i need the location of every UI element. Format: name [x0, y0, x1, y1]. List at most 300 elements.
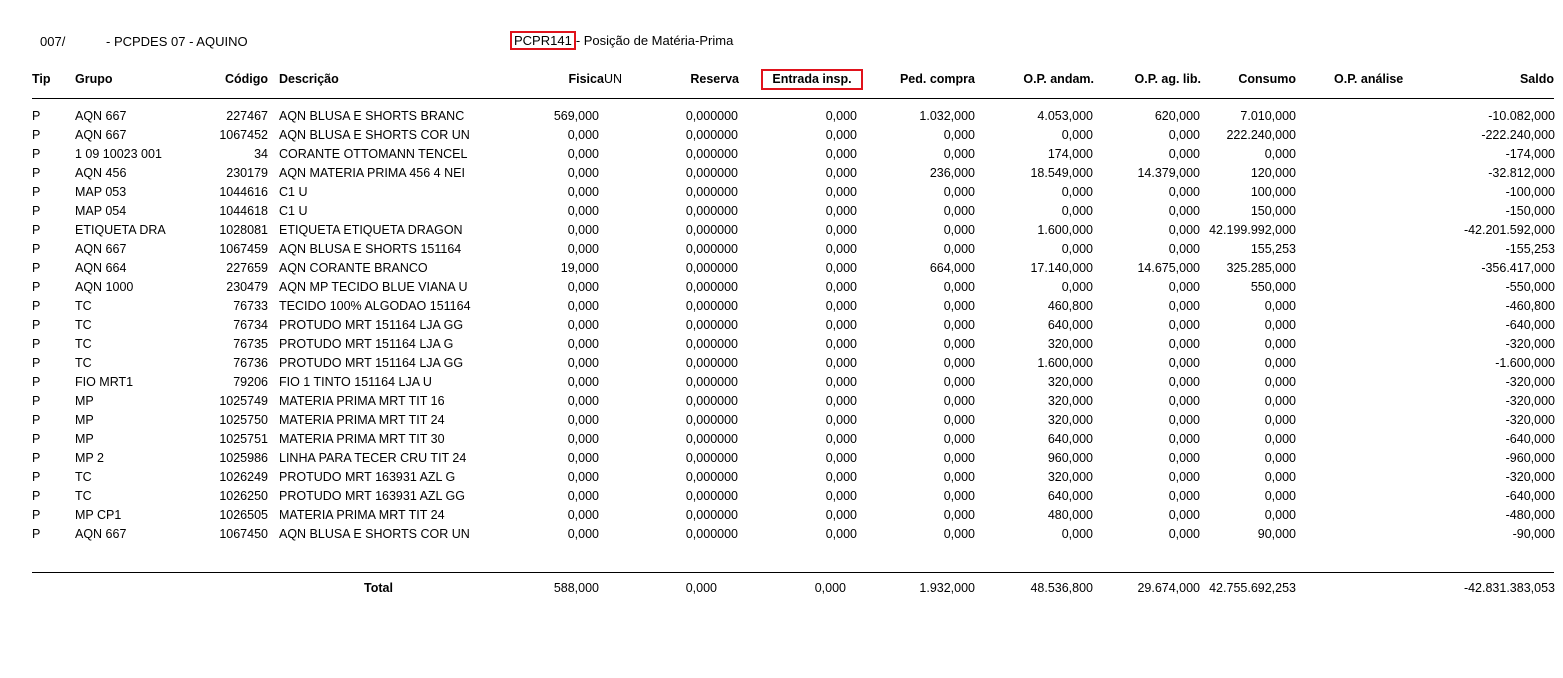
table-row	[0, 449, 1563, 468]
cell-grupo: MP	[75, 432, 94, 446]
table-row	[0, 506, 1563, 525]
cell-reserva: 0,000000	[685, 185, 738, 199]
cell-op-ag-lib: 0,000	[1168, 299, 1200, 313]
cell-saldo: -32.812,000	[1488, 166, 1555, 180]
cell-codigo: 227467	[226, 109, 268, 123]
cell-codigo: 1025751	[219, 432, 268, 446]
cell-entrada: 0,000	[825, 185, 857, 199]
cell-op-andam: 460,800	[1047, 299, 1093, 313]
cell-saldo: -150,000	[1505, 204, 1555, 218]
cell-codigo: 76735	[233, 337, 268, 351]
cell-fisica: 0,000	[567, 204, 599, 218]
cell-entrada: 0,000	[825, 451, 857, 465]
cell-op-andam: 320,000	[1047, 394, 1093, 408]
cell-ped-compra: 0,000	[943, 204, 975, 218]
cell-fisica: 0,000	[567, 337, 599, 351]
cell-saldo: -320,000	[1505, 413, 1555, 427]
company-code: 007/	[40, 34, 66, 49]
cell-consumo: 325.285,000	[1226, 261, 1296, 275]
cell-saldo: -10.082,000	[1488, 109, 1555, 123]
cell-reserva: 0,000000	[685, 470, 738, 484]
cell-consumo: 0,000	[1264, 489, 1296, 503]
cell-codigo: 1025750	[219, 413, 268, 427]
cell-ped-compra: 236,000	[929, 166, 975, 180]
cell-codigo: 34	[254, 147, 268, 161]
cell-reserva: 0,000000	[685, 242, 738, 256]
cell-tip: P	[32, 508, 41, 522]
cell-op-andam: 1.600,000	[1037, 356, 1093, 370]
cell-descricao: MATERIA PRIMA MRT TIT 24	[279, 413, 445, 427]
cell-reserva: 0,000000	[685, 413, 738, 427]
cell-saldo: -1.600,000	[1495, 356, 1555, 370]
cell-ped-compra: 0,000	[943, 318, 975, 332]
cell-codigo: 76736	[233, 356, 268, 370]
report-title: - Posição de Matéria-Prima	[575, 33, 734, 48]
cell-codigo: 1026250	[219, 489, 268, 503]
cell-descricao: AQN BLUSA E SHORTS COR UN	[279, 527, 470, 541]
table-row	[0, 297, 1563, 316]
cell-descricao: FIO 1 TINTO 151164 LJA U	[279, 375, 432, 389]
cell-fisica: 0,000	[567, 394, 599, 408]
cell-tip: P	[32, 432, 41, 446]
cell-saldo: -550,000	[1505, 280, 1555, 294]
cell-grupo: MAP 053	[75, 185, 127, 199]
cell-grupo: AQN 664	[75, 261, 127, 275]
cell-tip: P	[32, 185, 41, 199]
cell-ped-compra: 0,000	[943, 185, 975, 199]
cell-descricao: PROTUDO MRT 163931 AZL G	[279, 470, 456, 484]
cell-entrada: 0,000	[825, 375, 857, 389]
cell-codigo: 230479	[226, 280, 268, 294]
cell-op-andam: 0,000	[1061, 204, 1093, 218]
cell-tip: P	[32, 413, 41, 427]
cell-consumo: 0,000	[1264, 147, 1296, 161]
total-op-andam: 48.536,800	[1030, 581, 1093, 595]
cell-codigo: 227659	[226, 261, 268, 275]
cell-consumo: 0,000	[1264, 394, 1296, 408]
cell-tip: P	[32, 128, 41, 142]
cell-tip: P	[32, 527, 41, 541]
cell-grupo: MP 2	[75, 451, 104, 465]
table-row	[0, 221, 1563, 240]
cell-op-andam: 0,000	[1061, 128, 1093, 142]
cell-saldo: -155,253	[1505, 242, 1555, 256]
cell-saldo: -460,800	[1505, 299, 1555, 313]
cell-fisica: 0,000	[567, 508, 599, 522]
cell-consumo: 120,000	[1250, 166, 1296, 180]
cell-op-andam: 320,000	[1047, 337, 1093, 351]
cell-entrada: 0,000	[825, 204, 857, 218]
cell-op-andam: 320,000	[1047, 413, 1093, 427]
cell-tip: P	[32, 261, 41, 275]
cell-reserva: 0,000000	[685, 394, 738, 408]
cell-entrada: 0,000	[825, 489, 857, 503]
cell-grupo: 1 09 10023 001	[75, 147, 162, 161]
cell-tip: P	[32, 470, 41, 484]
cell-op-ag-lib: 0,000	[1168, 413, 1200, 427]
cell-fisica: 0,000	[567, 489, 599, 503]
cell-ped-compra: 0,000	[943, 299, 975, 313]
cell-tip: P	[32, 451, 41, 465]
cell-entrada: 0,000	[825, 261, 857, 275]
cell-descricao: AQN BLUSA E SHORTS COR UN	[279, 128, 470, 142]
cell-descricao: C1 U	[279, 204, 308, 218]
cell-saldo: -174,000	[1505, 147, 1555, 161]
cell-grupo: TC	[75, 299, 92, 313]
cell-grupo: TC	[75, 470, 92, 484]
cell-op-andam: 320,000	[1047, 375, 1093, 389]
cell-consumo: 222.240,000	[1226, 128, 1296, 142]
cell-op-ag-lib: 0,000	[1168, 527, 1200, 541]
cell-ped-compra: 0,000	[943, 223, 975, 237]
table-row	[0, 392, 1563, 411]
cell-op-ag-lib: 0,000	[1168, 318, 1200, 332]
cell-op-ag-lib: 0,000	[1168, 223, 1200, 237]
table-row	[0, 487, 1563, 506]
cell-op-andam: 640,000	[1047, 432, 1093, 446]
table-row	[0, 468, 1563, 487]
cell-ped-compra: 0,000	[943, 242, 975, 256]
col-ped-compra: Ped. compra	[899, 72, 975, 86]
branch-name: - PCPDES 07 - AQUINO	[106, 34, 248, 49]
cell-tip: P	[32, 280, 41, 294]
table-row	[0, 202, 1563, 221]
cell-descricao: MATERIA PRIMA MRT TIT 24	[279, 508, 445, 522]
cell-tip: P	[32, 318, 41, 332]
cell-op-ag-lib: 14.379,000	[1137, 166, 1200, 180]
cell-fisica: 0,000	[567, 375, 599, 389]
cell-consumo: 0,000	[1264, 299, 1296, 313]
cell-entrada: 0,000	[825, 413, 857, 427]
cell-grupo: TC	[75, 356, 92, 370]
table-row	[0, 354, 1563, 373]
cell-ped-compra: 0,000	[943, 375, 975, 389]
total-fisica: 588,000	[553, 581, 599, 595]
table-row	[0, 240, 1563, 259]
cell-descricao: CORANTE OTTOMANN TENCEL	[279, 147, 468, 161]
cell-descricao: ETIQUETA ETIQUETA DRAGON	[279, 223, 463, 237]
cell-op-andam: 18.549,000	[1030, 166, 1093, 180]
cell-descricao: AQN BLUSA E SHORTS 151164	[279, 242, 462, 256]
cell-entrada: 0,000	[825, 527, 857, 541]
cell-saldo: -480,000	[1505, 508, 1555, 522]
cell-fisica: 0,000	[567, 223, 599, 237]
cell-op-andam: 640,000	[1047, 318, 1093, 332]
cell-fisica: 0,000	[567, 356, 599, 370]
cell-op-andam: 1.600,000	[1037, 223, 1093, 237]
cell-reserva: 0,000000	[685, 128, 738, 142]
cell-grupo: TC	[75, 489, 92, 503]
cell-fisica: 0,000	[567, 147, 599, 161]
cell-consumo: 0,000	[1264, 375, 1296, 389]
cell-op-ag-lib: 0,000	[1168, 204, 1200, 218]
cell-ped-compra: 0,000	[943, 470, 975, 484]
cell-op-ag-lib: 0,000	[1168, 280, 1200, 294]
cell-reserva: 0,000000	[685, 375, 738, 389]
cell-entrada: 0,000	[825, 147, 857, 161]
cell-tip: P	[32, 204, 41, 218]
cell-saldo: -320,000	[1505, 394, 1555, 408]
table-row	[0, 430, 1563, 449]
cell-codigo: 1026505	[219, 508, 268, 522]
table-row	[0, 278, 1563, 297]
table-row	[0, 335, 1563, 354]
cell-codigo: 76734	[233, 318, 268, 332]
cell-grupo: TC	[75, 318, 92, 332]
cell-op-ag-lib: 0,000	[1168, 147, 1200, 161]
col-entrada-insp: Entrada insp.	[761, 69, 863, 90]
cell-op-ag-lib: 0,000	[1168, 508, 1200, 522]
cell-fisica: 0,000	[567, 128, 599, 142]
total-op-ag-lib: 29.674,000	[1137, 581, 1200, 595]
cell-consumo: 0,000	[1264, 356, 1296, 370]
cell-grupo: TC	[75, 337, 92, 351]
cell-op-ag-lib: 0,000	[1168, 356, 1200, 370]
cell-descricao: PROTUDO MRT 163931 AZL GG	[279, 489, 465, 503]
cell-ped-compra: 0,000	[943, 280, 975, 294]
cell-consumo: 42.199.992,000	[1209, 223, 1296, 237]
cell-codigo: 1067450	[219, 527, 268, 541]
cell-grupo: MP	[75, 413, 94, 427]
table-row	[0, 525, 1563, 544]
cell-reserva: 0,000000	[685, 299, 738, 313]
cell-entrada: 0,000	[825, 223, 857, 237]
cell-entrada: 0,000	[825, 109, 857, 123]
cell-consumo: 0,000	[1264, 337, 1296, 351]
total-divider	[32, 572, 1554, 573]
cell-op-ag-lib: 14.675,000	[1137, 261, 1200, 275]
cell-fisica: 0,000	[567, 451, 599, 465]
cell-grupo: AQN 1000	[75, 280, 134, 294]
cell-descricao: AQN MATERIA PRIMA 456 4 NEI	[279, 166, 465, 180]
cell-entrada: 0,000	[825, 280, 857, 294]
cell-descricao: MATERIA PRIMA MRT TIT 30	[279, 432, 445, 446]
cell-reserva: 0,000000	[685, 508, 738, 522]
table-row	[0, 411, 1563, 430]
cell-tip: P	[32, 166, 41, 180]
cell-descricao: AQN CORANTE BRANCO	[279, 261, 428, 275]
cell-fisica: 0,000	[567, 470, 599, 484]
cell-ped-compra: 0,000	[943, 413, 975, 427]
cell-op-andam: 0,000	[1061, 185, 1093, 199]
col-reserva: Reserva	[690, 72, 739, 86]
cell-fisica: 19,000	[560, 261, 599, 275]
cell-codigo: 1028081	[219, 223, 268, 237]
cell-reserva: 0,000000	[685, 223, 738, 237]
table-row	[0, 107, 1563, 126]
cell-grupo: AQN 667	[75, 128, 127, 142]
cell-consumo: 0,000	[1264, 508, 1296, 522]
cell-reserva: 0,000000	[685, 204, 738, 218]
cell-ped-compra: 664,000	[929, 261, 975, 275]
total-entrada: 0,000	[814, 581, 846, 595]
cell-descricao: PROTUDO MRT 151164 LJA GG	[279, 318, 464, 332]
col-fisica-unit: UN	[603, 72, 622, 86]
cell-reserva: 0,000000	[685, 261, 738, 275]
cell-op-andam: 320,000	[1047, 470, 1093, 484]
cell-op-andam: 174,000	[1047, 147, 1093, 161]
cell-saldo: -356.417,000	[1481, 261, 1555, 275]
cell-op-ag-lib: 0,000	[1168, 451, 1200, 465]
cell-grupo: MP CP1	[75, 508, 122, 522]
total-label: Total	[364, 581, 393, 595]
cell-consumo: 150,000	[1250, 204, 1296, 218]
cell-entrada: 0,000	[825, 299, 857, 313]
cell-ped-compra: 0,000	[943, 432, 975, 446]
col-op-analise: O.P. análise	[1334, 72, 1404, 86]
cell-op-ag-lib: 0,000	[1168, 394, 1200, 408]
cell-grupo: FIO MRT1	[75, 375, 134, 389]
cell-descricao: PROTUDO MRT 151164 LJA G	[279, 337, 454, 351]
cell-ped-compra: 0,000	[943, 128, 975, 142]
cell-reserva: 0,000000	[685, 166, 738, 180]
cell-reserva: 0,000000	[685, 280, 738, 294]
col-op-andam: O.P. andam.	[1023, 72, 1094, 86]
total-ped-compra: 1.932,000	[919, 581, 975, 595]
cell-consumo: 0,000	[1264, 451, 1296, 465]
cell-saldo: -640,000	[1505, 489, 1555, 503]
cell-op-andam: 640,000	[1047, 489, 1093, 503]
cell-codigo: 1044618	[219, 204, 268, 218]
cell-op-andam: 0,000	[1061, 280, 1093, 294]
cell-tip: P	[32, 299, 41, 313]
cell-op-ag-lib: 0,000	[1168, 375, 1200, 389]
cell-reserva: 0,000000	[685, 527, 738, 541]
col-fisica	[560, 70, 622, 88]
cell-fisica: 569,000	[553, 109, 599, 123]
cell-entrada: 0,000	[825, 394, 857, 408]
cell-op-ag-lib: 0,000	[1168, 432, 1200, 446]
cell-grupo: AQN 667	[75, 242, 127, 256]
cell-op-andam: 17.140,000	[1030, 261, 1093, 275]
cell-consumo: 7.010,000	[1240, 109, 1296, 123]
cell-entrada: 0,000	[825, 508, 857, 522]
table-row	[0, 164, 1563, 183]
cell-tip: P	[32, 375, 41, 389]
cell-consumo: 0,000	[1264, 413, 1296, 427]
cell-saldo: -42.201.592,000	[1463, 223, 1555, 237]
cell-tip: P	[32, 223, 41, 237]
cell-codigo: 1067459	[219, 242, 268, 256]
cell-grupo: MP	[75, 394, 94, 408]
cell-op-ag-lib: 0,000	[1168, 489, 1200, 503]
cell-consumo: 0,000	[1264, 470, 1296, 484]
cell-grupo: MAP 054	[75, 204, 127, 218]
col-codigo: Código	[224, 72, 268, 86]
cell-reserva: 0,000000	[685, 489, 738, 503]
col-op-ag-lib: O.P. ag. lib.	[1134, 72, 1201, 86]
cell-descricao: AQN MP TECIDO BLUE VIANA U	[279, 280, 468, 294]
cell-tip: P	[32, 337, 41, 351]
cell-entrada: 0,000	[825, 318, 857, 332]
table-row	[0, 145, 1563, 164]
cell-codigo: 1025986	[219, 451, 268, 465]
cell-fisica: 0,000	[567, 527, 599, 541]
cell-descricao: AQN BLUSA E SHORTS BRANC	[279, 109, 465, 123]
col-tip: Tip	[32, 72, 51, 86]
cell-grupo: ETIQUETA DRA	[75, 223, 166, 237]
col-fisica-label: Fisica	[568, 72, 604, 86]
cell-descricao: LINHA PARA TECER CRU TIT 24	[279, 451, 467, 465]
cell-saldo: -222.240,000	[1481, 128, 1555, 142]
cell-op-andam: 480,000	[1047, 508, 1093, 522]
report-code: PCPR141	[510, 31, 576, 50]
cell-ped-compra: 0,000	[943, 451, 975, 465]
cell-reserva: 0,000000	[685, 451, 738, 465]
cell-fisica: 0,000	[567, 318, 599, 332]
col-consumo: Consumo	[1238, 72, 1296, 86]
cell-tip: P	[32, 356, 41, 370]
cell-op-ag-lib: 0,000	[1168, 470, 1200, 484]
cell-descricao: PROTUDO MRT 151164 LJA GG	[279, 356, 464, 370]
header-divider	[32, 98, 1554, 99]
cell-op-ag-lib: 0,000	[1168, 185, 1200, 199]
cell-saldo: -320,000	[1505, 337, 1555, 351]
col-descricao: Descrição	[279, 72, 339, 86]
cell-reserva: 0,000000	[685, 432, 738, 446]
table-row	[0, 259, 1563, 278]
cell-consumo: 155,253	[1250, 242, 1296, 256]
cell-op-ag-lib: 620,000	[1154, 109, 1200, 123]
cell-fisica: 0,000	[567, 185, 599, 199]
cell-tip: P	[32, 242, 41, 256]
cell-ped-compra: 0,000	[943, 356, 975, 370]
cell-grupo: AQN 667	[75, 109, 127, 123]
cell-tip: P	[32, 109, 41, 123]
table-row	[0, 373, 1563, 392]
cell-reserva: 0,000000	[685, 356, 738, 370]
report-title-group	[510, 32, 733, 50]
cell-entrada: 0,000	[825, 242, 857, 256]
cell-saldo: -640,000	[1505, 432, 1555, 446]
col-grupo: Grupo	[75, 72, 113, 86]
cell-saldo: -320,000	[1505, 470, 1555, 484]
cell-consumo: 550,000	[1250, 280, 1296, 294]
cell-tip: P	[32, 394, 41, 408]
cell-entrada: 0,000	[825, 166, 857, 180]
cell-fisica: 0,000	[567, 242, 599, 256]
cell-fisica: 0,000	[567, 299, 599, 313]
cell-reserva: 0,000000	[685, 318, 738, 332]
total-reserva: 0,000	[685, 581, 717, 595]
cell-codigo: 1044616	[219, 185, 268, 199]
cell-op-ag-lib: 0,000	[1168, 337, 1200, 351]
cell-tip: P	[32, 489, 41, 503]
cell-codigo: 230179	[226, 166, 268, 180]
cell-entrada: 0,000	[825, 128, 857, 142]
cell-reserva: 0,000000	[685, 109, 738, 123]
cell-reserva: 0,000000	[685, 337, 738, 351]
table-row	[0, 316, 1563, 335]
cell-ped-compra: 0,000	[943, 337, 975, 351]
cell-fisica: 0,000	[567, 413, 599, 427]
cell-descricao: TECIDO 100% ALGODAO 151164	[279, 299, 471, 313]
cell-grupo: AQN 456	[75, 166, 127, 180]
cell-ped-compra: 0,000	[943, 147, 975, 161]
cell-op-ag-lib: 0,000	[1168, 242, 1200, 256]
cell-consumo: 0,000	[1264, 432, 1296, 446]
cell-consumo: 100,000	[1250, 185, 1296, 199]
total-saldo: -42.831.383,053	[1463, 581, 1555, 595]
cell-ped-compra: 0,000	[943, 508, 975, 522]
cell-descricao: MATERIA PRIMA MRT TIT 16	[279, 394, 445, 408]
cell-grupo: AQN 667	[75, 527, 127, 541]
cell-consumo: 90,000	[1257, 527, 1296, 541]
cell-saldo: -100,000	[1505, 185, 1555, 199]
cell-codigo: 1067452	[219, 128, 268, 142]
cell-codigo: 1025749	[219, 394, 268, 408]
cell-tip: P	[32, 147, 41, 161]
